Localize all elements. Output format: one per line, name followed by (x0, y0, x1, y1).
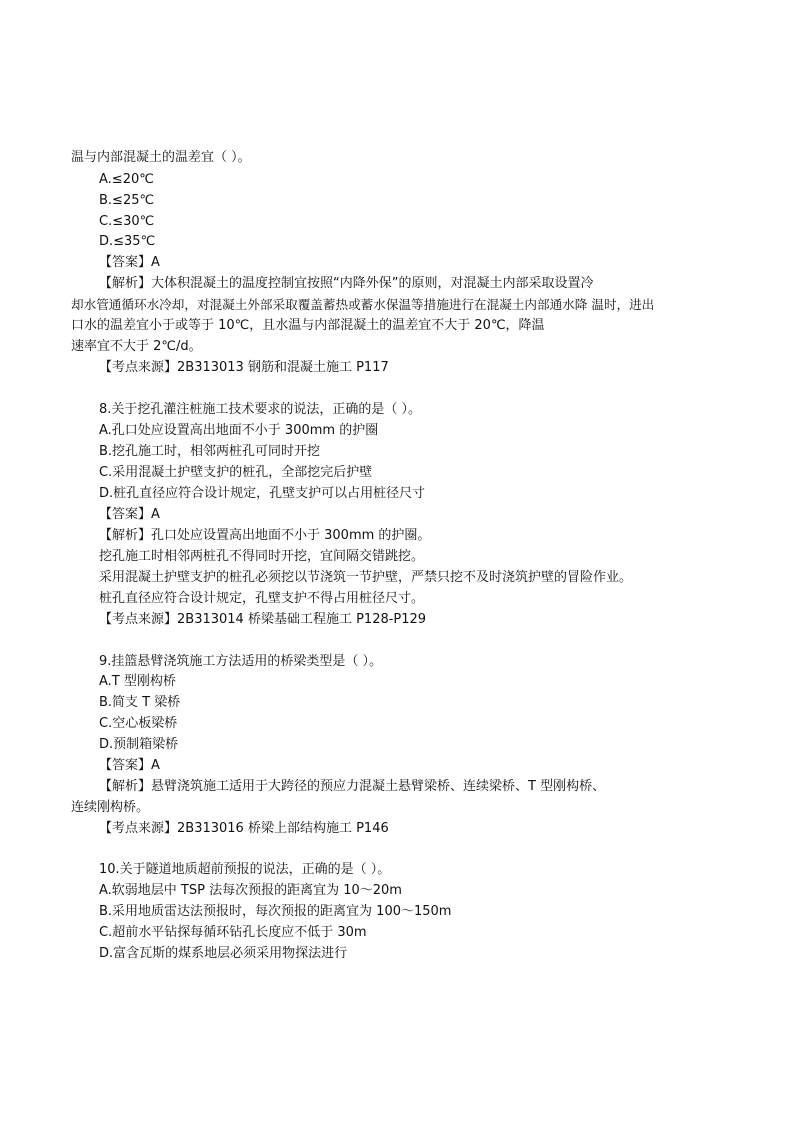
q10-option-c: C.超前水平钻探每循环钻孔长度应不低于 30m (99, 925, 367, 940)
q7-stem-end: 温与内部混凝土的温差宜（ ）。 (71, 150, 251, 165)
q10-option-d: D.富含瓦斯的煤系地层必须采用物探法进行 (99, 946, 348, 961)
q8-source: 【考点来源】2B313014 桥梁基础工程施工 P128-P129 (99, 612, 427, 627)
q9-option-d: D.预制箱梁桥 (99, 737, 179, 752)
q9-option-b: B.简支 T 梁桥 (99, 695, 181, 710)
q10-stem: 10.关于隧道地质超前预报的说法，正确的是（ ）。 (99, 862, 391, 877)
q8-analysis-line-4: 桩孔直径应符合设计规定，孔壁支护不得占用桩径尺寸。 (99, 591, 425, 606)
q7-analysis-line-1: 【解析】大体积混凝土的温度控制宜按照“内降外保”的原则，对混凝土内部采取设置冷 (99, 276, 594, 291)
q7-option-b: B.≤25℃ (99, 193, 155, 208)
q10-option-a: A.软弱地层中 TSP 法每次预报的距离宜为 10～20m (99, 883, 402, 898)
q9-source: 【考点来源】2B313016 桥梁上部结构施工 P146 (99, 821, 389, 836)
q8-analysis-line-1: 【解析】孔口处应设置高出地面不小于 300mm 的护圈。 (99, 528, 431, 543)
q7-option-d: D.≤35℃ (99, 234, 156, 249)
q9-option-a: A.T 型刚构桥 (99, 674, 176, 689)
q7-option-c: C.≤30℃ (99, 214, 155, 229)
q8-option-d: D.桩孔直径应符合设计规定，孔壁支护可以占用桩径尺寸 (99, 486, 426, 501)
q8-option-c: C.采用混凝土护壁支护的桩孔，全部挖完后护壁 (99, 465, 373, 480)
q9-analysis-line-2: 连续刚构桥。 (71, 800, 150, 815)
q9-stem: 9.挂篮悬臂浇筑施工方法适用的桥梁类型是（ ）。 (99, 654, 383, 669)
q7-analysis-line-4: 速率宜不大于 2℃/d。 (71, 339, 202, 354)
q9-answer: 【答案】A (99, 758, 160, 773)
q7-source: 【考点来源】2B313013 钢筋和混凝土施工 P117 (99, 360, 389, 375)
q9-analysis-line-1: 【解析】悬臂浇筑施工适用于大跨径的预应力混凝土悬臂梁桥、连续梁桥、T 型刚构桥、 (99, 779, 606, 794)
q8-stem: 8.关于挖孔灌注桩施工技术要求的说法，正确的是（ ）。 (99, 402, 422, 417)
q8-option-a: A.孔口处应设置高出地面不小于 300mm 的护圈 (99, 423, 379, 438)
q8-option-b: B.挖孔施工时，相邻两桩孔可同时开挖 (99, 444, 321, 459)
q7-option-a: A.≤20℃ (99, 172, 154, 187)
q9-option-c: C.空心板梁桥 (99, 716, 178, 731)
q7-analysis-line-3: 口水的温差宜小于或等于 10℃，且水温与内部混凝土的温差宜不大于 20℃，降温 (71, 318, 545, 333)
q8-analysis-line-3: 采用混凝土护壁支护的桩孔必须挖以节浇筑一节护壁，严禁只挖不及时浇筑护壁的冒险作业。 (99, 570, 633, 585)
q8-answer: 【答案】A (99, 507, 160, 522)
q10-option-b: B.采用地质雷达法预报时，每次预报的距离宜为 100～150m (99, 904, 452, 919)
q7-answer: 【答案】A (99, 255, 160, 270)
q8-analysis-line-2: 挖孔施工时相邻两桩孔不得同时开挖，宜间隔交错跳挖。 (99, 549, 425, 564)
q7-analysis-line-2: 却水管通循环水冷却，对混凝土外部采取覆盖蓄热或蓄水保温等措施进行在混凝土内部通水降 温时，进出 (71, 297, 655, 312)
